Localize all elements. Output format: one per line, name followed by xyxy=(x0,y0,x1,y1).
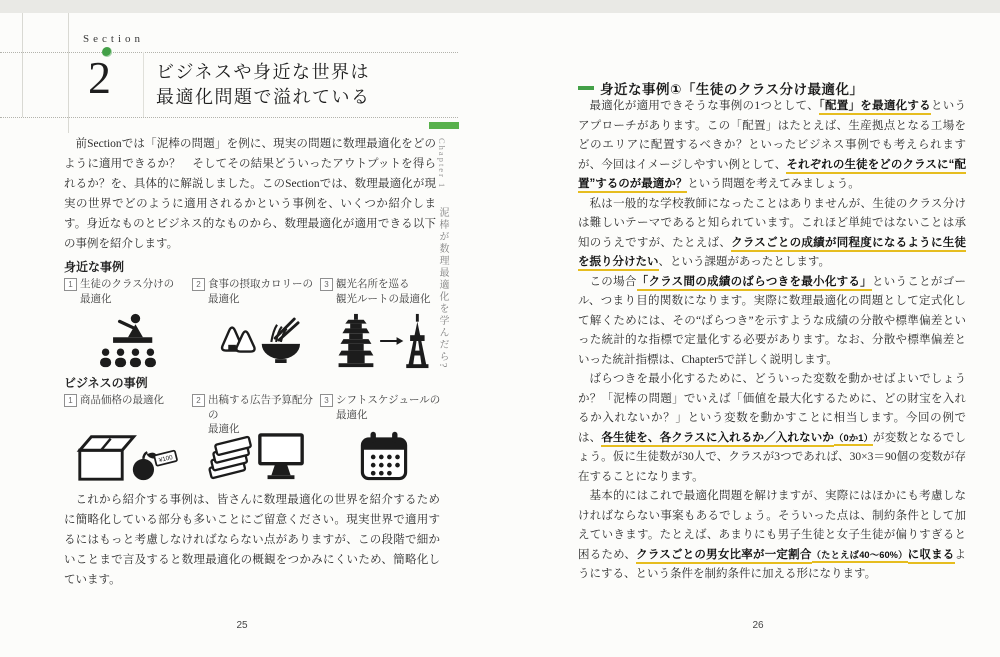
classroom-icon xyxy=(90,313,166,369)
item-number-badge: 1 xyxy=(64,278,77,291)
header-divider-line xyxy=(143,52,144,117)
list-item xyxy=(320,393,448,487)
item-label: シフトスケジュールの 最適化 xyxy=(336,394,441,421)
list-item xyxy=(320,277,448,371)
header-dotted-rule-bottom xyxy=(0,117,458,118)
header-dotted-rule-top xyxy=(0,52,458,53)
chapter-spine-text xyxy=(433,138,451,378)
layout-guide-line xyxy=(22,13,23,117)
item-number-badge: 3 xyxy=(320,278,333,291)
product-pricing-icon xyxy=(74,429,182,485)
item-label: 商品価格の最適化 xyxy=(80,394,164,406)
page-number-right: 26 xyxy=(752,620,764,631)
sightseeing-route-icon xyxy=(337,312,431,370)
section-title-line2: 最適化問題で溢れている xyxy=(156,87,371,107)
paragraph: 最適化が適用できそうな事例の1つとして、「配置」を最適化するというアプローチがあります。この「配置」はたとえば、生産拠点となる工場をどのエリアに配置するべきか？といったビジネス事例でも考えられますが、今回はイメージしやすい例として、それぞれの生徒をどのクラスに“配置”するのが最適か？という問題を考えてみましょう。 xyxy=(578,97,966,195)
paragraph: 基本的にはこれで最適化問題を解けますが、実際にはほかにも考慮しなければならない事案もあるでしょう。そういった点は、制約条件として加えていきます。たとえば、あまりにも男子生徒と女子生徒が偏りすぎると困るため、クラスごとの男女比率が一定割合（たとえば40～60%）に収まるようにする、という条件を制約条件に加える形になります。 xyxy=(578,490,967,580)
layout-guide-line xyxy=(68,13,69,133)
paragraph: ばらつきを最小化するために、どういった変数を動かせばよいでしょうか？「泥棒の問題」でいえば「価値を最大化するために、どの財宝を入れるか入れないか？」という変数を動かすことに相当します。今回の例では、各生徒を、各クラスに入れるか／入れないか（0か1）が変数となるでしょう。仮に生徒数が30人で、クラスが3つであれば、30×3＝90個の変数が存在することになります。 xyxy=(578,373,967,483)
shift-schedule-icon xyxy=(357,430,411,484)
intro-paragraph: 前Sectionでは「泥棒の問題」を例に、現実の問題に数理最適化をどのように適用できるか？ そしてその結果どういったアウトプットを得られるか？を、具体的に解説しました。このSectionでは、数理最適化が現実の世界でどのように適用されるかという事例を、いくつか紹介します。身近なものとビジネス的なものから、数理最適化が適用できる以下の事例を紹介します。 xyxy=(64,138,436,250)
ad-budget-icon xyxy=(206,429,306,485)
page-trim-band xyxy=(0,0,1000,13)
item-number-badge: 3 xyxy=(320,394,333,407)
item-label: 生徒のクラス分けの 最適化 xyxy=(80,278,175,305)
list-item xyxy=(192,393,320,487)
item-label: 観光名所を巡る 観光ルートの最適化 xyxy=(336,278,431,305)
section-title xyxy=(156,60,371,110)
item-number-badge: 2 xyxy=(192,394,205,407)
familiar-examples-row xyxy=(64,277,456,371)
section-label: Section xyxy=(83,33,144,45)
item-number-badge: 2 xyxy=(192,278,205,291)
chapter-tab-bar xyxy=(429,122,459,129)
right-page-body xyxy=(578,97,966,585)
list-item xyxy=(64,277,192,371)
item-label: 食事の摂取カロリーの 最適化 xyxy=(208,278,313,305)
chapter-label: Chapter 1 xyxy=(437,138,447,190)
item-label: 出稿する広告予算配分の 最適化 xyxy=(208,394,313,435)
page-number-left: 25 xyxy=(236,620,248,631)
price-tag-text: ¥100 xyxy=(158,454,174,465)
business-examples-heading: ビジネスの事例 xyxy=(64,376,148,390)
list-item xyxy=(192,277,320,371)
right-page-heading: 身近な事例①「生徒のクラス分け最適化」 xyxy=(600,82,864,97)
section-title-line1: ビジネスや身近な世界は xyxy=(156,62,370,82)
chapter-title: 泥棒が数理最適化を学んだら? xyxy=(437,207,448,370)
business-examples-row xyxy=(64,393,456,487)
item-number-badge: 1 xyxy=(64,394,77,407)
paragraph: 私は一般的な学校教師になったことはありませんが、生徒のクラス分けは難しいテーマであると知られています。これほど単純ではないことは承知のうえですが、たとえば、クラスごとの成績が同程度になるように生徒を振り分けたい、という課題があったとします。 xyxy=(578,195,966,273)
note-paragraph: これから紹介する事例は、皆さんに数理最適化の世界を紹介するために簡略化している部分も多いことにご留意ください。現実世界で適用するにはもっと考慮しなければならない点がありますが、この段階で細かいことまで言及すると数理最適化の概観をつかみにくいため、簡略化しています。 xyxy=(64,494,440,586)
paragraph: この場合「クラス間の成績のばらつきを最小化する」ということがゴール、つまり目的関数になります。実際に数理最適化の問題として定式化して解くためには、その“ばらつき”を示すような成績の分散や標準偏差といった統計的な指標で定量化する必要があります。なお、分散や標準偏差といった統計指標は、Chapter5で詳しく説明します。 xyxy=(578,275,967,366)
meal-icon xyxy=(212,315,300,367)
familiar-examples-heading: 身近な事例 xyxy=(64,260,125,274)
heading-dash-icon xyxy=(578,86,594,90)
list-item xyxy=(64,393,192,487)
section-number: 2 xyxy=(88,52,111,103)
